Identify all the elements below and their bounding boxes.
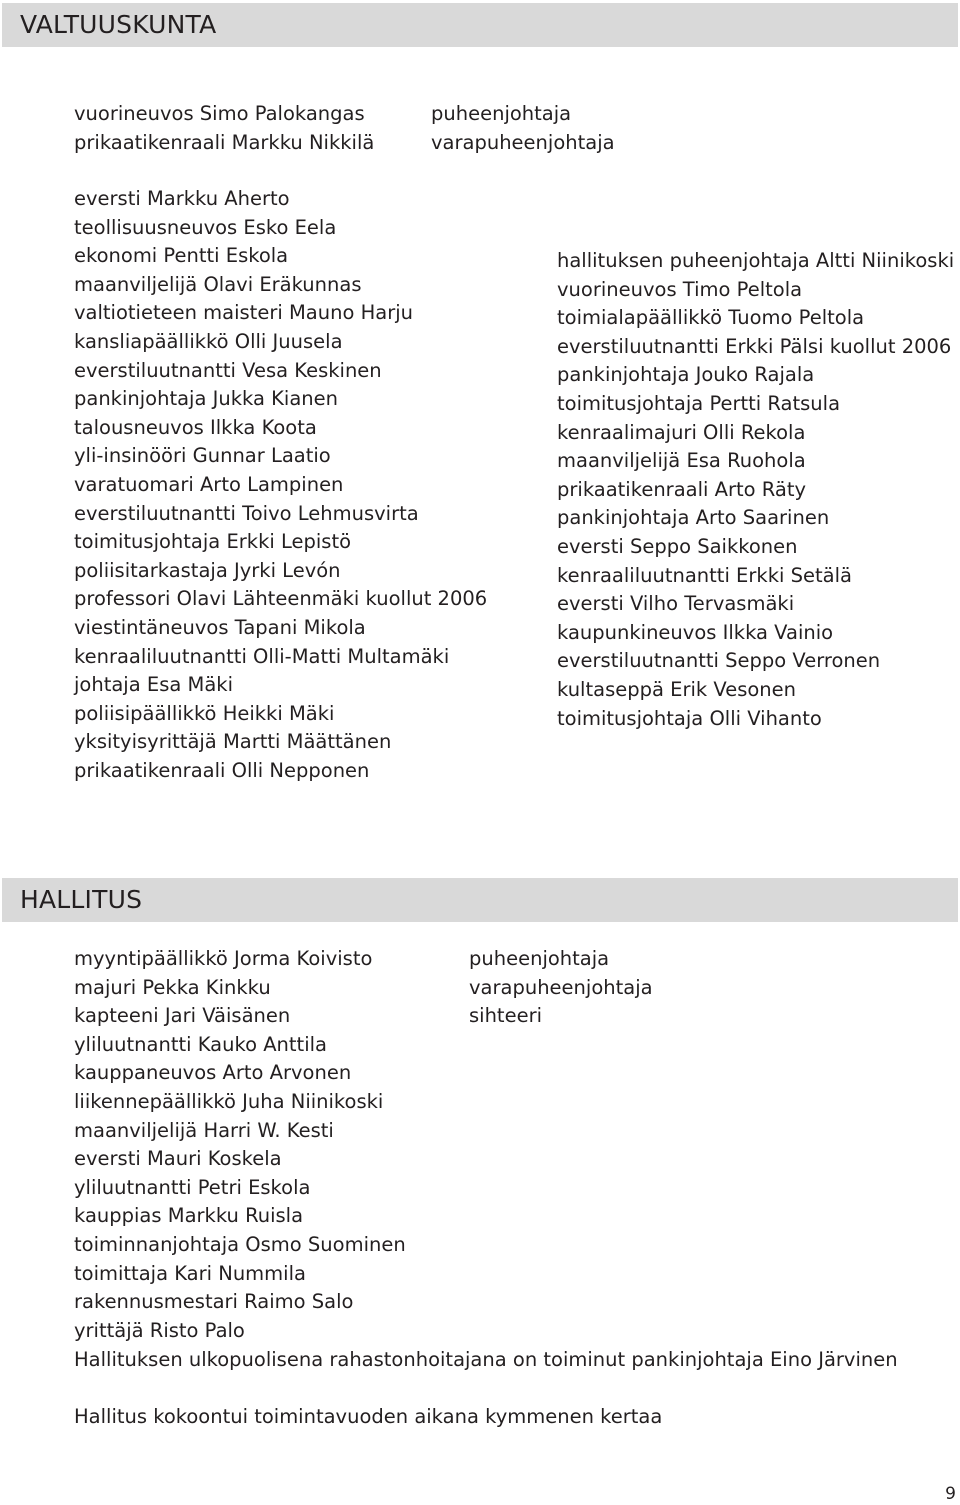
member-item: everstiluutnantti Vesa Keskinen: [74, 358, 382, 382]
member-item: yksityisyrittäjä Martti Määttänen: [74, 730, 392, 754]
member-item: kapteeni Jari Väisänen: [74, 1004, 291, 1028]
member-item: maanviljelijä Olavi Eräkunnas: [74, 272, 362, 296]
member-item: toimitusjohtaja Erkki Lepistö: [74, 530, 352, 554]
member-item: everstiluutnantti Erkki Pälsi kuollut 2006: [557, 334, 952, 358]
role-item: varapuheenjohtaja: [469, 975, 653, 999]
section-title: VALTUUSKUNTA: [20, 10, 217, 39]
hallitus-members: [74, 945, 406, 1345]
member-item: majuri Pekka Kinkku: [74, 975, 271, 999]
member-item: everstiluutnantti Seppo Verronen: [557, 649, 881, 673]
member-item: kauppaneuvos Arto Arvonen: [74, 1061, 352, 1085]
member-item: kauppias Markku Ruisla: [74, 1204, 304, 1228]
member-item: rakennusmestari Raimo Salo: [74, 1290, 354, 1314]
member-item: kenraalimajuri Olli Rekola: [557, 420, 806, 444]
member-item: yli-insinööri Gunnar Laatio: [74, 444, 331, 468]
member-item: yrittäjä Risto Palo: [74, 1318, 245, 1342]
member-item: eversti Mauri Koskela: [74, 1147, 282, 1171]
member-item: vuorineuvos Timo Peltola: [557, 277, 803, 301]
member-item: kenraaliluutnantti Olli-Matti Multamäki: [74, 644, 450, 668]
member-item: eversti Vilho Tervasmäki: [557, 592, 795, 616]
member-item: ekonomi Pentti Eskola: [74, 244, 289, 268]
member-item: toimittaja Kari Nummila: [74, 1261, 306, 1285]
member-item: yliluutnantti Kauko Anttila: [74, 1032, 327, 1056]
member-item: toimitusjohtaja Olli Vihanto: [557, 706, 822, 730]
member-item: varatuomari Arto Lampinen: [74, 472, 344, 496]
member-item: everstiluutnantti Toivo Lehmusvirta: [74, 501, 419, 525]
treasurer-note: Hallituksen ulkopuolisena rahastonhoitajana on toiminut pankinjohtaja Eino Järvinen: [74, 1348, 898, 1371]
role-item: sihteeri: [469, 1004, 543, 1028]
officer-role: puheenjohtaja: [431, 102, 572, 125]
section-header-valtuuskunta: [2, 3, 958, 47]
member-item: viestintäneuvos Tapani Mikola: [74, 615, 366, 639]
member-item: prikaatikenraali Olli Nepponen: [74, 758, 370, 782]
page-number: 9: [945, 1484, 956, 1504]
member-item: poliisipäällikkö Heikki Mäki: [74, 701, 335, 725]
member-item: teollisuusneuvos Esko Eela: [74, 215, 337, 239]
member-item: pankinjohtaja Jouko Rajala: [557, 363, 815, 387]
member-item: kansliapäällikkö Olli Juusela: [74, 329, 343, 353]
section-title: HALLITUS: [20, 885, 143, 914]
officer-name: vuorineuvos Simo Palokangas: [74, 102, 365, 125]
member-item: maanviljelijä Esa Ruohola: [557, 449, 806, 473]
officer-name: prikaatikenraali Markku Nikkilä: [74, 130, 375, 154]
valtuuskunta-members-right: [557, 247, 954, 733]
meetings-note: Hallitus kokoontui toimintavuoden aikana kymmenen kertaa: [74, 1405, 663, 1428]
member-item: kenraaliluutnantti Erkki Setälä: [557, 563, 852, 587]
member-item: eversti Seppo Saikkonen: [557, 534, 798, 558]
section-header-hallitus: [2, 878, 958, 922]
member-item: prikaatikenraali Arto Räty: [557, 477, 807, 501]
member-item: kaupunkineuvos Ilkka Vainio: [557, 620, 834, 644]
member-item: valtiotieteen maisteri Mauno Harju: [74, 301, 413, 325]
member-item: hallituksen puheenjohtaja Altti Niinikoski: [557, 249, 955, 272]
member-item: eversti Markku Aherto: [74, 187, 290, 210]
officer-role: varapuheenjohtaja: [431, 130, 615, 154]
valtuuskunta-members-left: [74, 185, 487, 785]
member-item: maanviljelijä Harri W. Kesti: [74, 1118, 334, 1142]
member-item: toimialapäällikkö Tuomo Peltola: [557, 306, 865, 330]
valtuuskunta-officer-roles: [431, 100, 615, 157]
member-item: myyntipäällikkö Jorma Koivisto: [74, 947, 373, 970]
member-item: toimitusjohtaja Pertti Ratsula: [557, 391, 841, 415]
hallitus-roles: [469, 945, 653, 1031]
member-item: kultaseppä Erik Vesonen: [557, 677, 796, 701]
member-item: pankinjohtaja Arto Saarinen: [557, 506, 830, 530]
member-item: talousneuvos Ilkka Koota: [74, 415, 317, 439]
member-item: pankinjohtaja Jukka Kianen: [74, 387, 338, 411]
role-item: puheenjohtaja: [469, 947, 610, 970]
member-item: johtaja Esa Mäki: [74, 673, 233, 697]
member-item: poliisitarkastaja Jyrki Levón: [74, 558, 341, 582]
member-item: professori Olavi Lähteenmäki kuollut 2006: [74, 587, 488, 611]
member-item: liikennepäällikkö Juha Niinikoski: [74, 1089, 384, 1113]
valtuuskunta-officer-names: [74, 100, 374, 157]
member-item: yliluutnantti Petri Eskola: [74, 1175, 311, 1199]
member-item: toiminnanjohtaja Osmo Suominen: [74, 1232, 406, 1256]
